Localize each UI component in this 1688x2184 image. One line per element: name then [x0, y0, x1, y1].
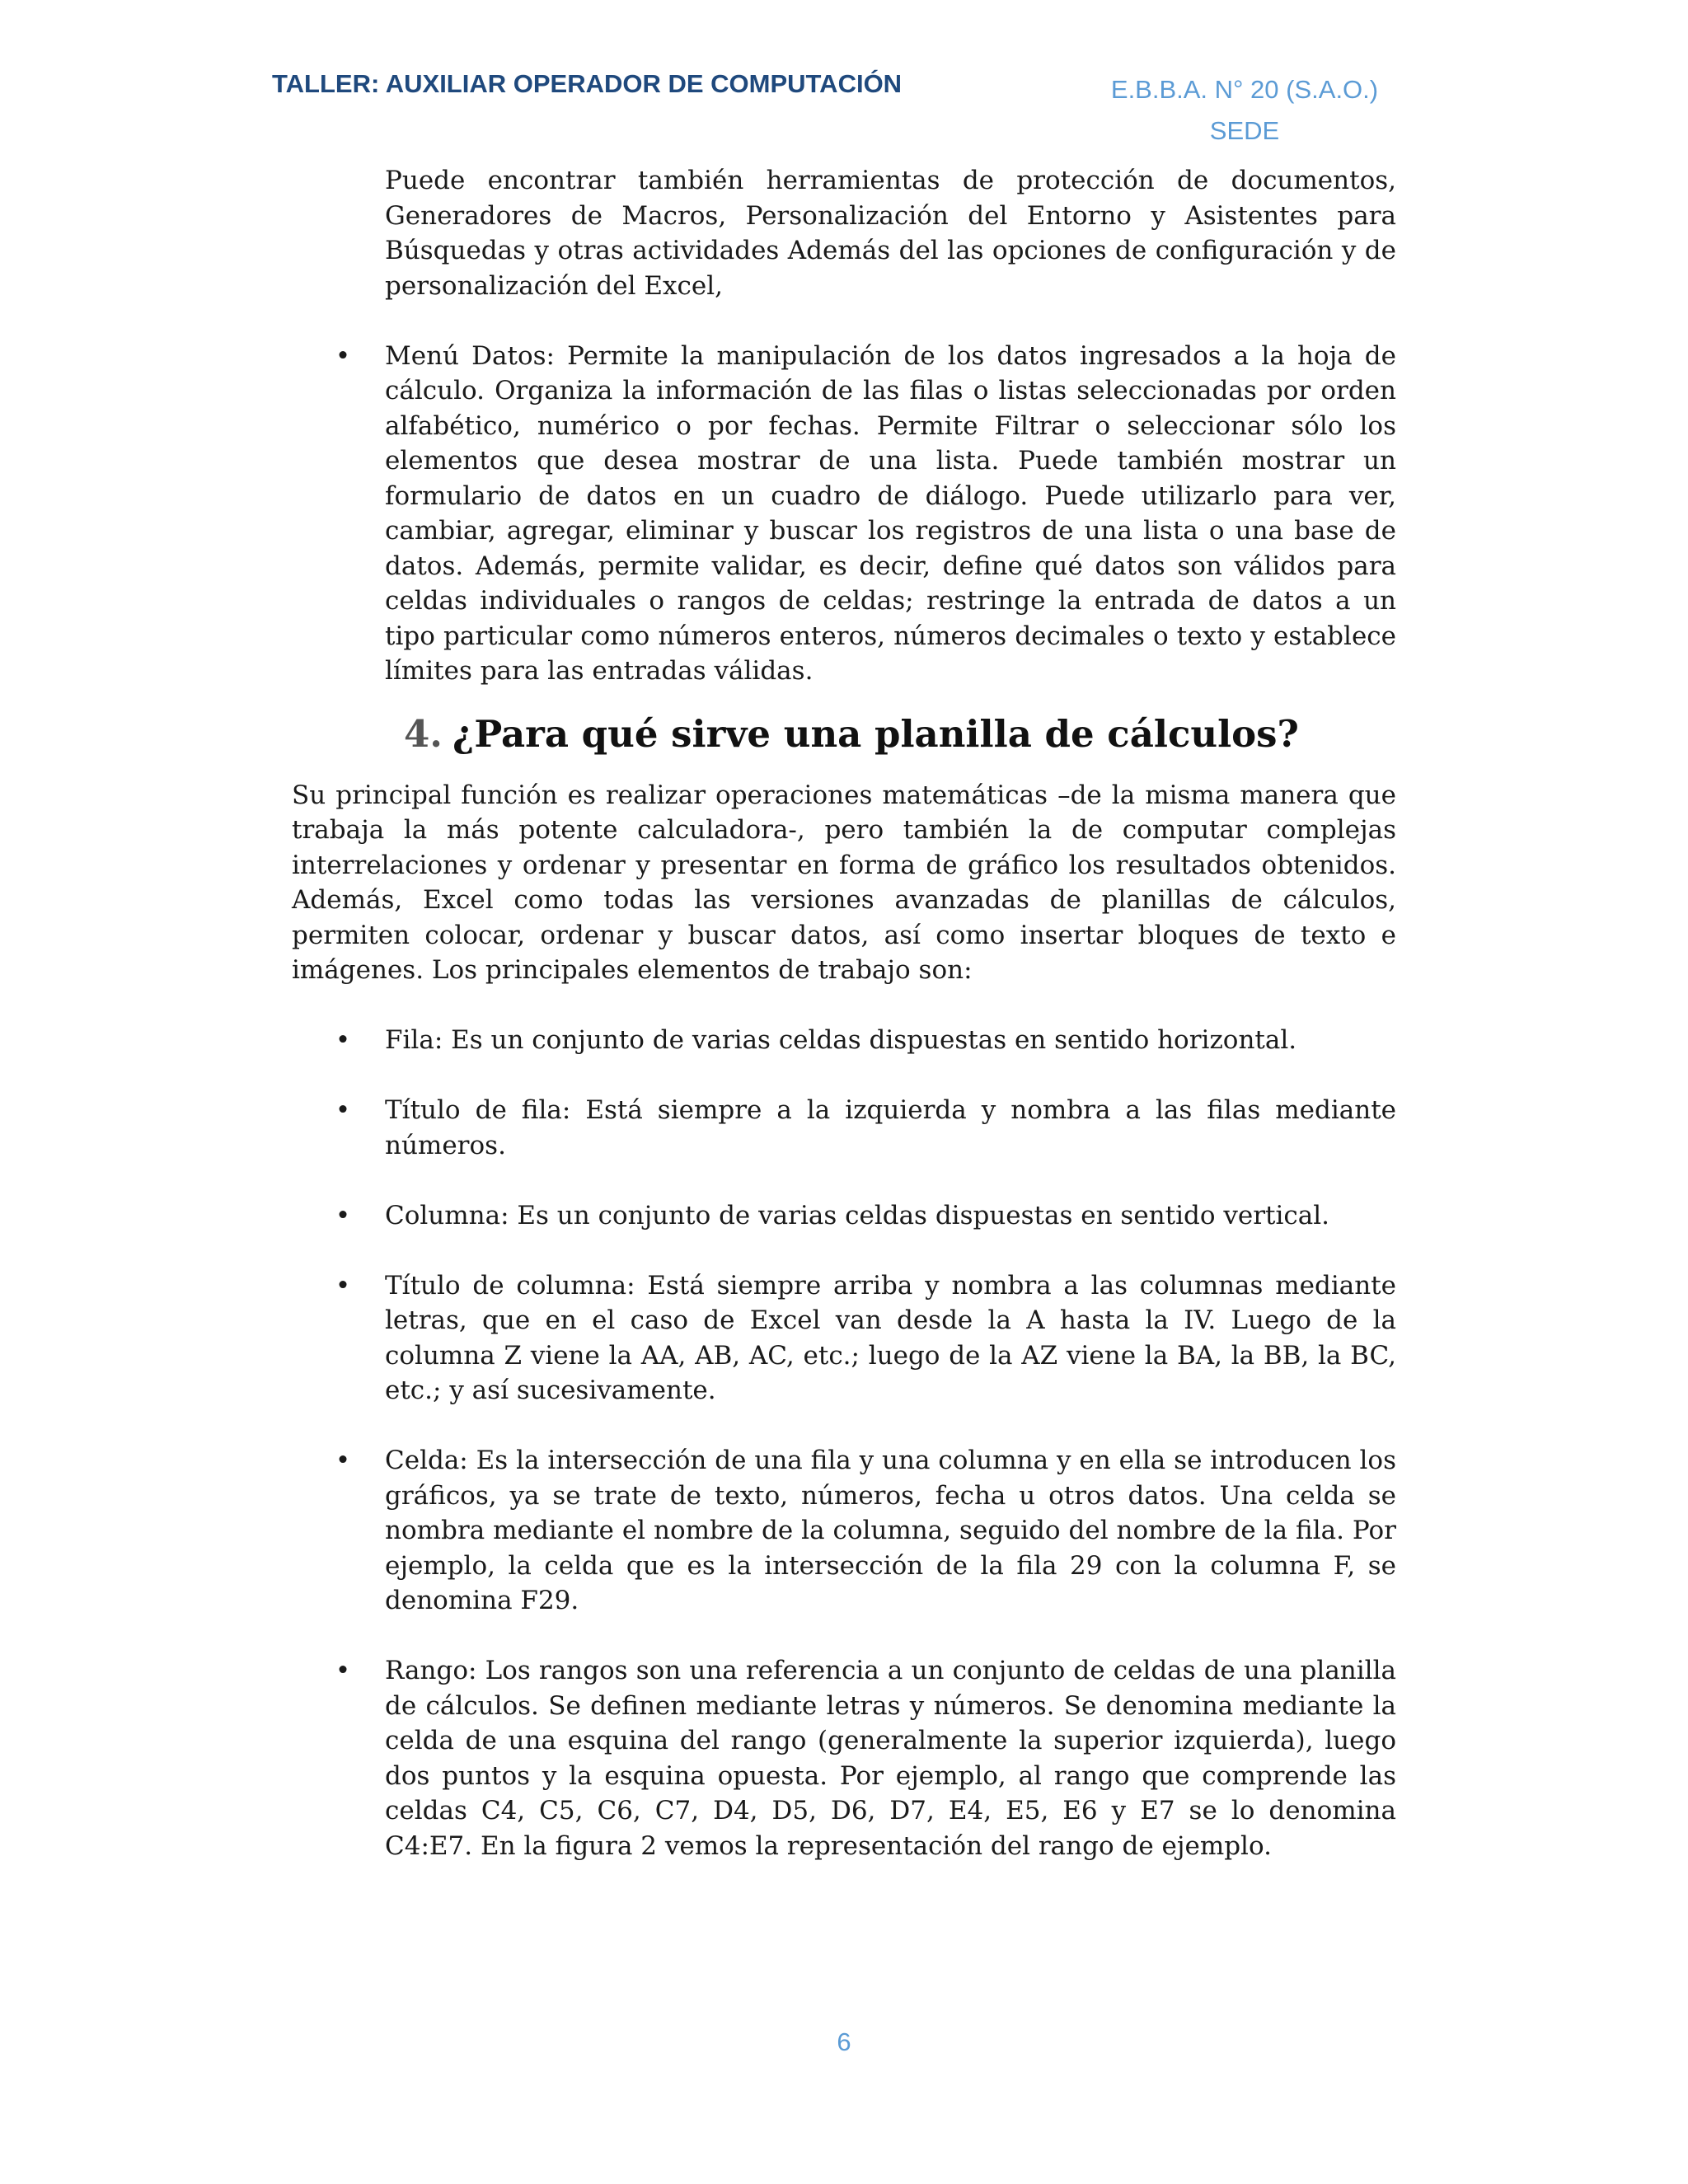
list-item-text: Rango: Los rangos son una referencia a un conjunto de celdas de una planilla de cálculos. Se definen mediante letras y números. Se denomina mediante la celda de una esquina del rango (generalmente la superior izquierda), luego dos puntos y la esquina opuesta. Por ejemplo, al rango que comprende las celdas C4, C5, C6, C7, D4, D5, D6, D7, E4, E5, E6 y E7 se lo denomina C4:E7. En la figura 2 vemos la representación del rango de ejemplo. — [385, 1656, 1396, 1861]
bullet-icon: • — [335, 1095, 351, 1125]
intro-paragraph: Puede encontrar también herramientas de protección de documentos, Generadores de Macros, Personalización del Entorno y Asistentes para Búsquedas y otras actividades Además del las opciones de configuración y de personalización del Excel, — [385, 166, 1396, 301]
header-title: TALLER: AUXILIAR OPERADOR DE COMPUTACIÓN — [272, 69, 903, 98]
spacer — [292, 1058, 1396, 1094]
spacer — [292, 1233, 1396, 1268]
list-item-rango — [335, 1653, 1396, 1863]
spacer — [292, 303, 1396, 339]
list-item-titulo-columna — [335, 1268, 1396, 1408]
bullet-icon: • — [335, 1270, 351, 1301]
spacer — [292, 1163, 1396, 1198]
header-school-sede: SEDE — [1209, 116, 1280, 145]
bullet-icon: • — [335, 1446, 351, 1475]
header-school — [1071, 69, 1418, 152]
bullet-icon: • — [335, 340, 351, 371]
elements-list — [292, 1023, 1396, 1863]
list-item-menu-datos — [335, 339, 1396, 689]
list-item-fila — [335, 1023, 1396, 1058]
header-school-name: E.B.B.A. N° 20 (S.A.O.) — [1110, 75, 1379, 104]
list-item-text: Columna: Es un conjunto de varias celdas dispuestas en sentido vertical. — [385, 1200, 1330, 1230]
section-title: ¿Para qué sirve una planilla de cálculos? — [452, 711, 1299, 756]
section-number: 4. — [404, 711, 443, 756]
document-body — [292, 163, 1396, 1863]
list-item-text: Fila: Es un conjunto de varias celdas dispuestas en sentido horizontal. — [385, 1025, 1297, 1055]
section-paragraph: Su principal función es realizar operaciones matemáticas –de la misma manera que trabaja la más potente calculadora-, pero también la de computar complejas interrelaciones y ordenar y presentar en forma de gráfico los resultados obtenidos. Además, Excel como todas las versiones avanzadas de planillas de cálculos, permiten colocar, ordenar y buscar datos, así como insertar bloques de texto e imágenes. Los principales elementos de trabajo son: — [292, 780, 1396, 985]
spacer — [292, 988, 1396, 1024]
bullet-icon: • — [335, 1200, 351, 1230]
list-item-titulo-fila — [335, 1093, 1396, 1163]
spacer — [292, 1408, 1396, 1444]
list-item-columna — [335, 1198, 1396, 1234]
spacer — [292, 1619, 1396, 1654]
bullet-icon: • — [335, 1025, 351, 1055]
list-item-text: Título de columna: Está siempre arriba y nombra a las columnas mediante letras, que en el caso de Excel van desde la A hasta la IV. Luego de la columna Z viene la AA, AB, AC, etc.; luego de la AZ viene la BA, la BB, la BC, etc.; y así sucesivamente. — [385, 1270, 1396, 1405]
list-item-celda — [335, 1443, 1396, 1619]
list-item-text: Celda: Es la intersección de una fila y una columna y en ella se introducen los gráficos, ya se trate de texto, números, fecha u otros datos. Una celda se nombra mediante el nombre de la columna, seguido del nombre de la fila. Por ejemplo, la celda que es la intersección de la fila 29 con la columna F, se denomina F29. — [385, 1446, 1396, 1615]
page-number: 6 — [837, 2027, 851, 2056]
section-heading — [404, 705, 1396, 763]
list-item-text: Título de fila: Está siempre a la izquierda y nombra a las filas mediante números. — [385, 1095, 1396, 1160]
bullet-icon: • — [335, 1656, 351, 1685]
list-item-text: Menú Datos: Permite la manipulación de los datos ingresados a la hoja de cálculo. Organiza la información de las filas o listas seleccionadas por orden alfabético, numérico o por fechas. Permite Filtrar o seleccionar sólo los elementos que desea mostrar de una lista. Puede también mostrar un formulario de datos en un cuadro de diálogo. Puede utilizarlo para ver, cambiar, agregar, eliminar y buscar los registros de una lista o una base de datos. Además, permite validar, es decir, define qué datos son válidos para celdas individuales o rangos de celdas; restringe la entrada de datos a un tipo particular como números enteros, números decimales o texto y establece límites para las entradas válidas. — [385, 340, 1396, 686]
